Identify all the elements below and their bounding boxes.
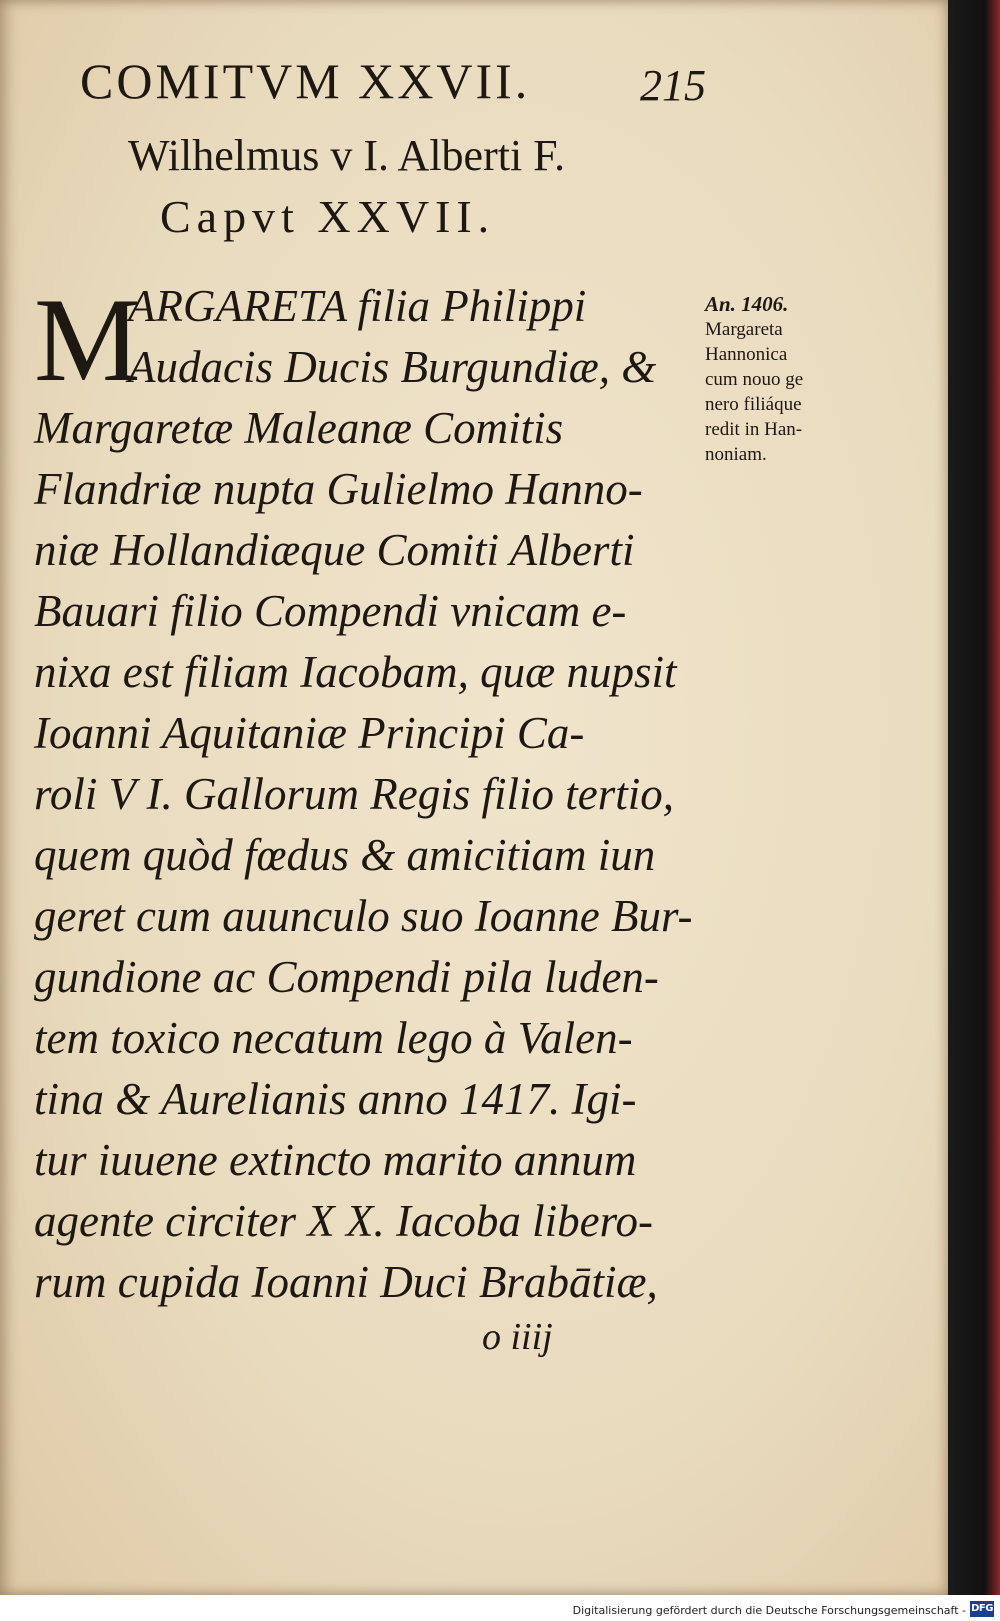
text-line: rum cupida Ioanni Duci Brabātiæ, [34,1257,658,1307]
digitization-credit: Digitalisierung gefördert durch die Deutsche Forschungsgemeinschaft - [572,1604,966,1617]
text-line: Margaretæ Maleanæ Comitis [34,403,564,453]
text-line: tina & Aurelianis anno 1417. Igi- [34,1074,637,1124]
margin-note-line: redit in Han- [705,419,803,440]
text-line: niæ Hollandiæque Comiti Alberti [34,525,635,575]
book-edge [948,0,1000,1595]
text-line: geret cum auunculo suo Ioanne Bur- [34,891,693,941]
chapter-heading: Capvt XXVII. [160,191,496,242]
dfg-logo: DFG [970,1601,994,1617]
text-line: quem quòd fœdus & amicitiam iun [34,830,656,880]
margin-note-line: cum nouo ge [705,369,804,390]
chapter-name: Wilhelmus v I. Alberti F. [128,131,566,180]
text-line: tem toxico necatum lego à Valen- [34,1013,633,1063]
text-line: agente circiter X X. Iacoba libero- [34,1196,653,1246]
margin-note-line: nero filiáque [705,394,802,415]
drop-cap: M [34,273,141,406]
margin-note-line: Hannonica [705,344,788,365]
text-line: nixa est filiam Iacobam, quæ nupsit [34,647,677,697]
margin-note-year: An. 1406. [705,292,789,316]
signature-mark: o iiij [482,1316,553,1358]
text-line: Flandriæ nupta Gulielmo Hanno- [34,464,643,514]
text-line: roli V I. Gallorum Regis filio tertio, [34,769,674,819]
margin-note [705,292,855,467]
page-number: 215 [640,61,706,110]
text-line: gundione ac Compendi pila luden- [34,952,659,1002]
text-line: Bauari filio Compendi vnicam e- [34,586,627,636]
text-line: tur iuuene extincto marito annum [34,1135,637,1185]
text-line: ARGARETA filia Philippi [128,281,587,331]
running-title: COMITVM XXVII. [80,53,531,109]
margin-note-line: Margareta [705,319,783,340]
text-line: Audacis Ducis Burgundiæ, & [128,342,657,392]
margin-note-line: noniam. [705,444,767,465]
main-text [34,273,694,1313]
text-line: Ioanni Aquitaniæ Principi Ca- [34,708,585,758]
